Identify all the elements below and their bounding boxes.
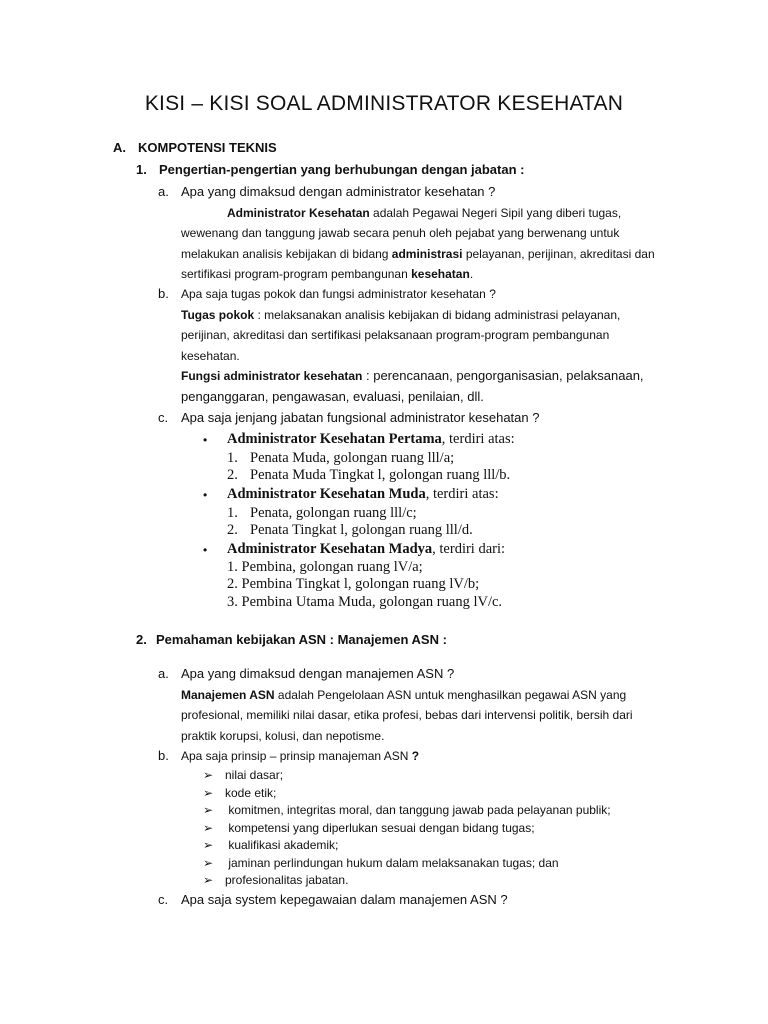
q2b-question bbox=[181, 749, 419, 763]
page-title: KISI – KISI SOAL ADMINISTRATOR KESEHATAN bbox=[144, 92, 624, 115]
q2a-marker: a. bbox=[158, 666, 169, 681]
bullet-icon: • bbox=[203, 543, 208, 557]
q1b-tugas-text-3: kesehatan. bbox=[181, 348, 240, 363]
rank-item-number: 1. bbox=[227, 505, 238, 521]
q1a-answer-bold-3: administrasi bbox=[391, 246, 463, 261]
q2c-question: Apa saja system kepegawaian dalam manajemen ASN ? bbox=[181, 892, 508, 907]
principle-list-item-text: nilai dasar; bbox=[225, 768, 284, 782]
arrow-bullet-icon: ➢ bbox=[203, 873, 214, 887]
bullet-icon: • bbox=[203, 488, 208, 502]
q1b-answer bbox=[181, 305, 701, 407]
rank-item: Penata Tingkat l, golongan ruang lll/d. bbox=[250, 522, 473, 538]
q1b-fungsi-text-2: penganggaran, pengawasan, evaluasi, penilaian, dll. bbox=[181, 388, 484, 404]
q1a-answer-text-2: wewenang dan tanggung jawab secara penuh oleh pejabat yang berwenang untuk bbox=[181, 226, 620, 241]
item-1-heading: Pengertian-pengertian yang berhubungan dengan jabatan : bbox=[159, 162, 525, 177]
q1a-answer-text-4b: . bbox=[469, 267, 474, 282]
q2a-answer bbox=[181, 685, 701, 746]
q2a-question: Apa yang dimaksud dengan manajemen ASN ? bbox=[181, 666, 455, 681]
rank-item-number: 2. bbox=[227, 467, 238, 483]
item-2-heading: Pemahaman kebijakan ASN : Manajemen ASN : bbox=[156, 632, 447, 647]
section-a-heading: KOMPOTENSI TEKNIS bbox=[138, 140, 277, 155]
rank-group-pertama-rest: , terdiri atas: bbox=[441, 431, 515, 447]
bullet-icon: • bbox=[203, 433, 208, 447]
q1a-answer-text-1: adalah Pegawai Negeri Sipil yang diberi tugas, bbox=[369, 206, 622, 220]
principle-list-item-text: kompetensi yang diperlukan sesuai dengan bidang tugas; bbox=[225, 820, 535, 835]
section-a-marker: A. bbox=[113, 140, 126, 155]
q1b-question: Apa saja tugas pokok dan fungsi administrator kesehatan ? bbox=[181, 287, 496, 301]
rank-group-muda-term: Administrator Kesehatan Muda bbox=[227, 486, 426, 502]
principle-list-item-text: kode etik; bbox=[225, 785, 277, 800]
q2a-answer-term: Manajemen ASN bbox=[181, 688, 275, 702]
q1a-answer-text-3b: pelayanan, perijinan, akreditasi dan bbox=[462, 246, 655, 261]
q1c-question: Apa saja jenjang jabatan fungsional administrator kesehatan ? bbox=[181, 410, 540, 425]
rank-item: 1. Pembina, golongan ruang lV/a; bbox=[227, 559, 423, 575]
rank-item: 3. Pembina Utama Muda, golongan ruang lV/c. bbox=[227, 594, 503, 610]
rank-group-muda bbox=[227, 486, 499, 503]
arrow-bullet-icon: ➢ bbox=[203, 785, 214, 800]
rank-item: 2. Pembina Tingkat l, golongan ruang lV/b; bbox=[227, 576, 480, 592]
q2a-answer-text-2: profesional, memiliki nilai dasar, etika profesi, bebas dari intervensi politik, bersih dari bbox=[181, 708, 633, 723]
arrow-bullet-icon: ➢ bbox=[203, 820, 214, 835]
principle-list-item-text: kualifikasi akademik; bbox=[225, 838, 339, 852]
item-1-marker: 1. bbox=[136, 162, 147, 177]
q1a-answer bbox=[181, 203, 701, 285]
q1b-tugas-text-1: : melaksanakan analisis kebijakan di bidang administrasi pelayanan, bbox=[254, 308, 621, 322]
rank-item: Penata Muda Tingkat l, golongan ruang lll/b. bbox=[250, 467, 511, 483]
q2c-marker: c. bbox=[158, 892, 169, 907]
rank-group-pertama bbox=[227, 431, 515, 448]
q1b-marker: b. bbox=[158, 286, 169, 301]
q1a-marker: a. bbox=[158, 184, 169, 199]
rank-group-muda-rest: , terdiri atas: bbox=[425, 486, 499, 502]
arrow-bullet-icon: ➢ bbox=[203, 838, 214, 852]
q1a-answer-text-3: melakukan analisis kebijakan di bidang bbox=[181, 246, 392, 261]
rank-item-number: 1. bbox=[227, 450, 238, 466]
rank-group-pertama-term: Administrator Kesehatan Pertama bbox=[227, 431, 442, 447]
q1a-answer-term: Administrator Kesehatan bbox=[227, 206, 370, 220]
q1b-tugas-term: Tugas pokok bbox=[181, 308, 255, 322]
rank-item-number: 2. bbox=[227, 522, 238, 538]
item-2-marker: 2. bbox=[136, 632, 147, 647]
arrow-bullet-icon: ➢ bbox=[203, 855, 214, 870]
q1a-answer-bold-4: kesehatan bbox=[411, 267, 470, 282]
principle-list-item-text: profesionalitas jabatan. bbox=[225, 873, 349, 887]
principle-list-item-text: komitmen, integritas moral, dan tanggung jawab pada pelayanan publik; bbox=[225, 803, 611, 817]
arrow-bullet-icon: ➢ bbox=[203, 803, 214, 817]
q1c-marker: c. bbox=[158, 410, 169, 425]
q1b-tugas-text-2: perijinan, akreditasi dan sertifikasi pelaksanaan program-program pembangunan bbox=[181, 328, 610, 343]
q2b-marker: b. bbox=[158, 748, 169, 763]
q1b-fungsi-text-1: : perencanaan, pengorganisasian, pelaksanaan, bbox=[362, 368, 644, 384]
q1a-question: Apa yang dimaksud dengan administrator kesehatan ? bbox=[181, 184, 496, 199]
q2a-answer-text-3: praktik korupsi, kolusi, dan nepotisme. bbox=[181, 728, 385, 743]
principle-list-item-text: jaminan perlindungan hukum dalam melaksanakan tugas; dan bbox=[225, 855, 559, 870]
arrow-bullet-icon: ➢ bbox=[203, 768, 214, 782]
rank-item: Penata, golongan ruang lll/c; bbox=[250, 505, 417, 521]
q1a-answer-text-4: sertifikasi program-program pembangunan bbox=[181, 267, 412, 282]
q2b-question-text: Apa saja prinsip – prinsip manajeman ASN bbox=[181, 749, 412, 763]
q2a-answer-text-1: adalah Pengelolaan ASN untuk menghasilkan pegawai ASN yang bbox=[274, 688, 627, 702]
rank-group-madya-rest: , terdiri dari: bbox=[432, 541, 506, 557]
rank-item: Penata Muda, golongan ruang lll/a; bbox=[250, 450, 455, 466]
q1b-fungsi-term: Fungsi administrator kesehatan bbox=[181, 369, 363, 384]
rank-group-madya-term: Administrator Kesehatan Madya bbox=[227, 541, 433, 557]
q2b-question-mark: ? bbox=[411, 749, 420, 763]
rank-group-madya bbox=[227, 541, 505, 558]
